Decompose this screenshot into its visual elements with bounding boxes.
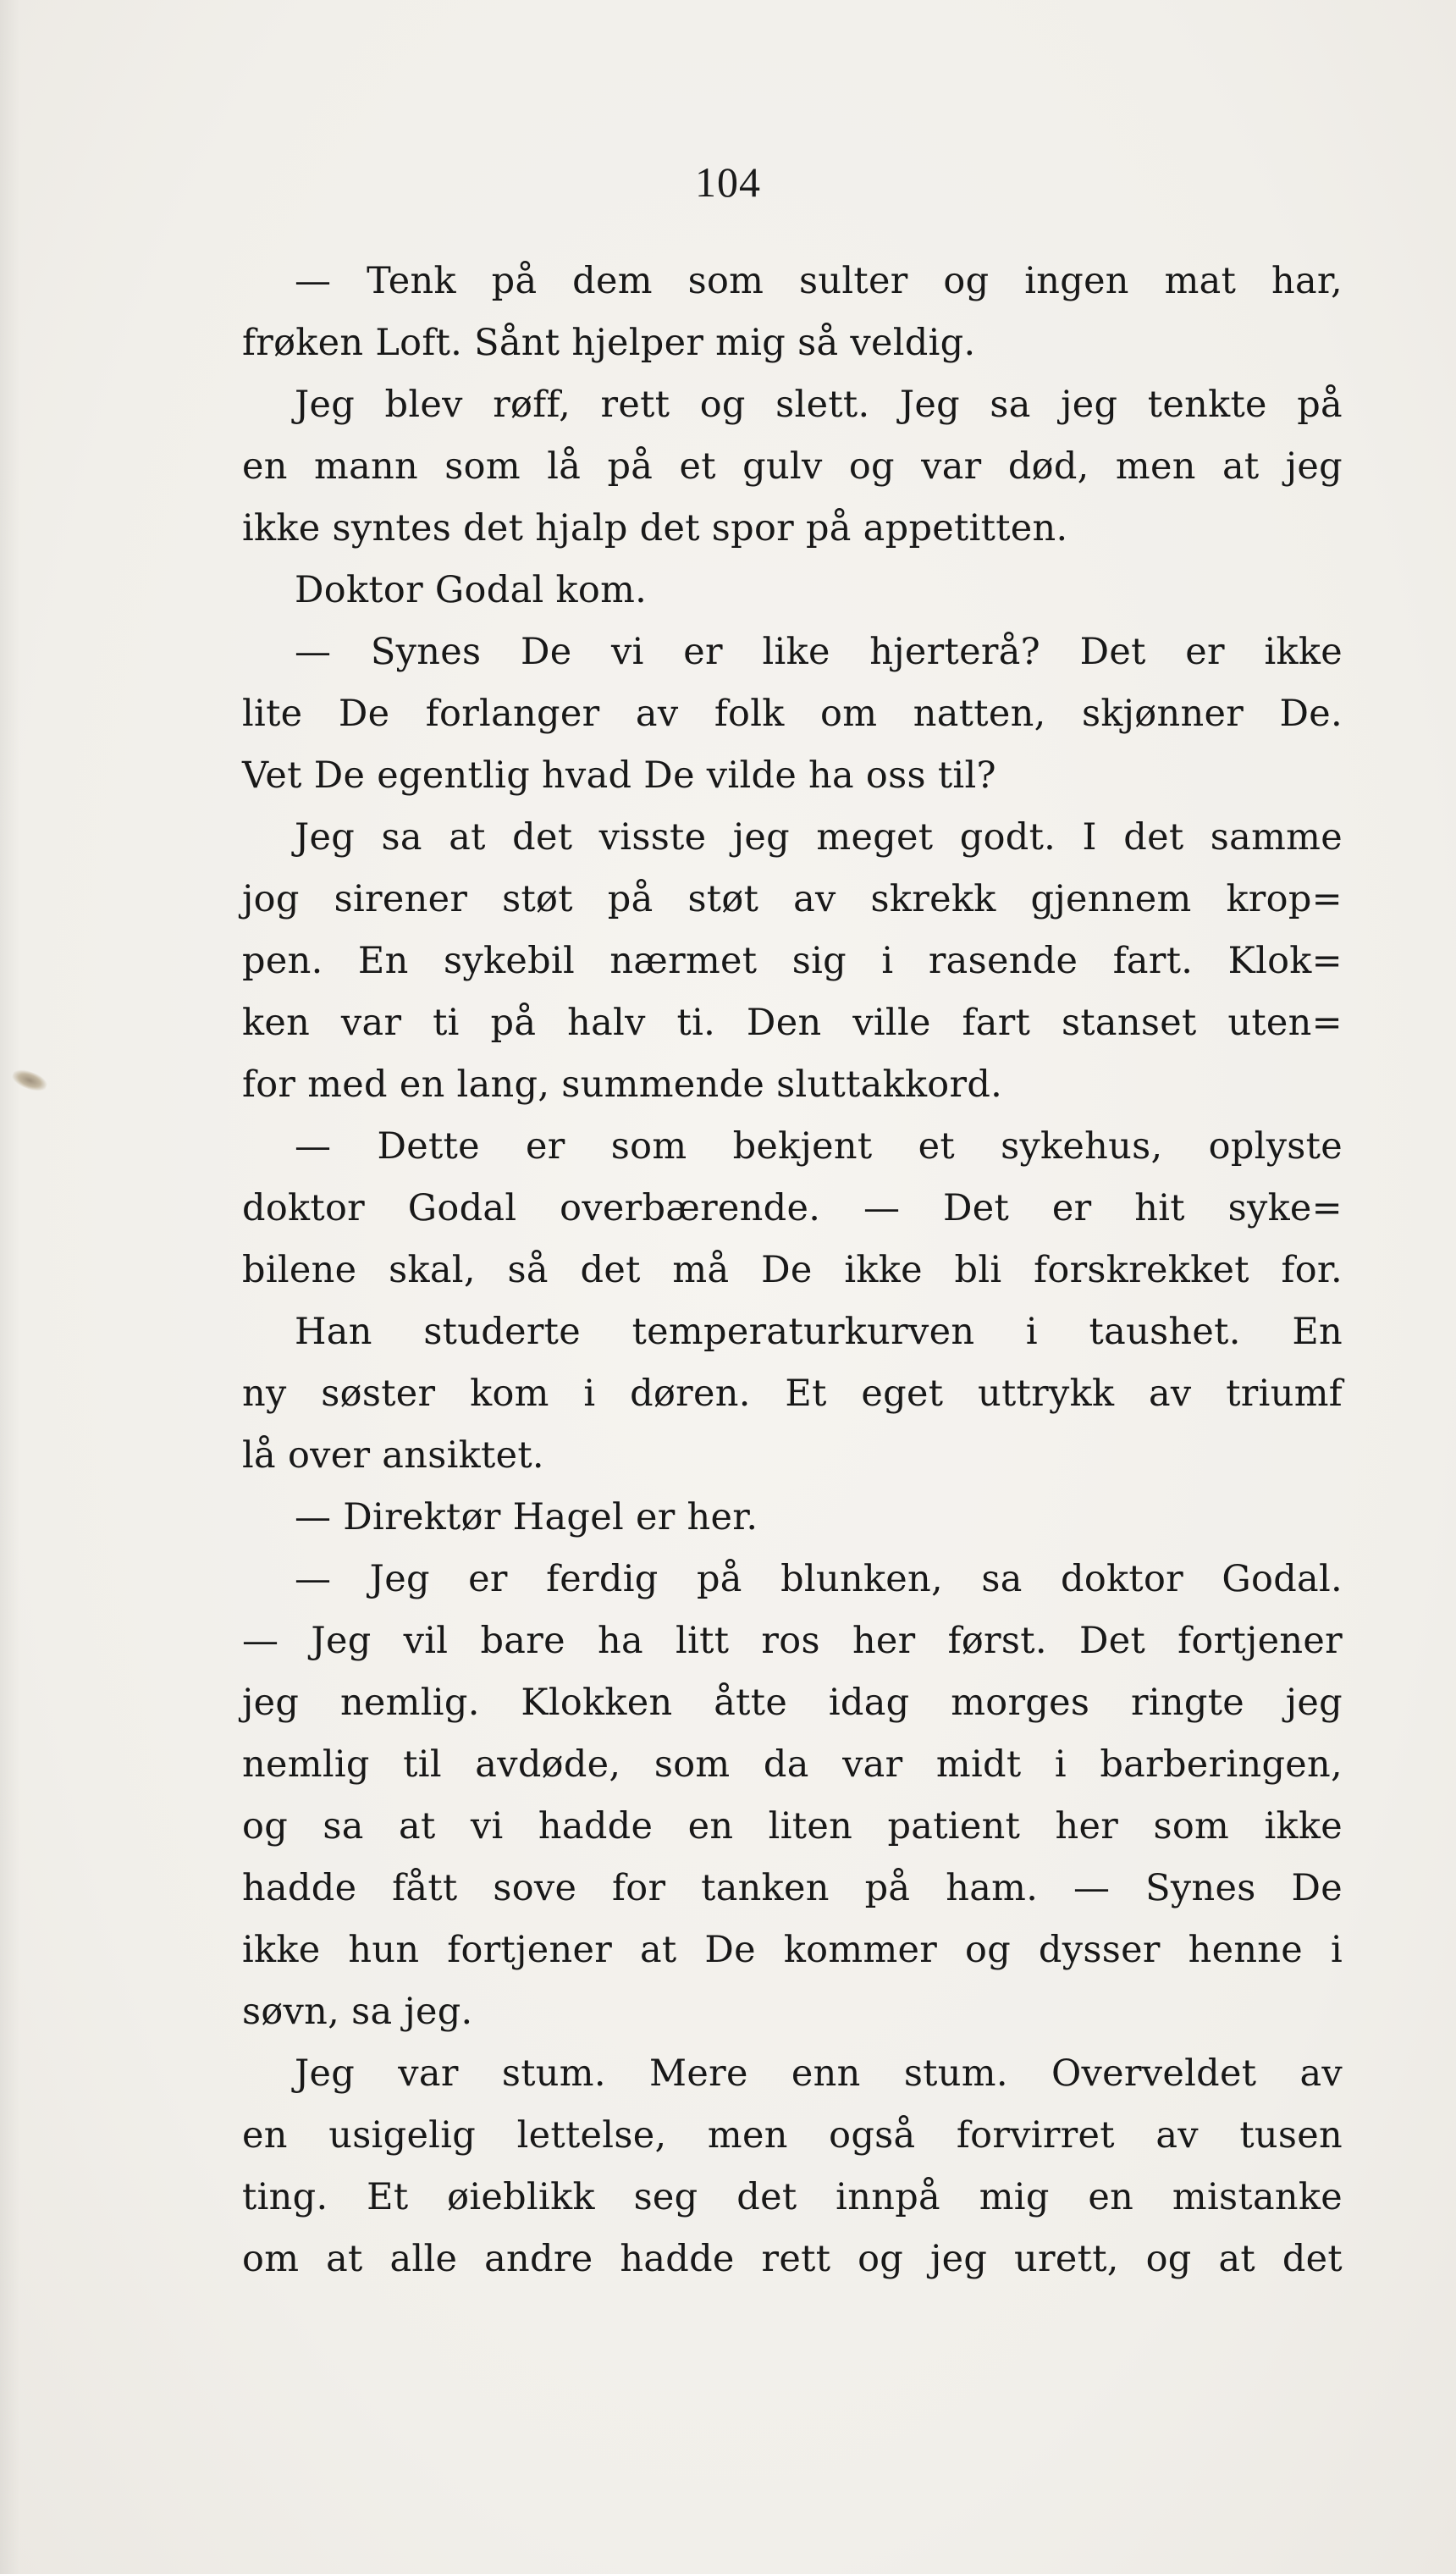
text-line: frøken Loft. Sånt hjelper mig så veldig.	[242, 322, 976, 364]
page-edge-shadow	[0, 0, 20, 2574]
text-line: en usigelig lettelse, men også forvirret av tusen	[242, 2114, 1343, 2157]
text-line: pen. En sykebil nærmet sig i rasende fart. Klok=	[242, 940, 1343, 982]
text-line: Vet De egentlig hvad De vilde ha oss til?	[242, 754, 996, 797]
text-line: lå over ansiktet.	[242, 1434, 544, 1477]
text-line: jeg nemlig. Klokken åtte idag morges ringte jeg	[242, 1682, 1343, 1724]
body-text	[242, 251, 1343, 2290]
text-line: Jeg blev røff, rett og slett. Jeg sa jeg tenkte på	[295, 384, 1343, 426]
text-line: Jeg var stum. Mere enn stum. Overveldet av	[295, 2052, 1343, 2095]
text-line: Doktor Godal kom.	[295, 569, 648, 611]
text-line: — Jeg vil bare ha litt ros her først. Det fortjener	[242, 1620, 1343, 1662]
text-line: — Tenk på dem som sulter og ingen mat har,	[295, 260, 1343, 302]
text-line: ikke hun fortjener at De kommer og dysser henne i	[242, 1929, 1343, 1971]
text-line: — Direktør Hagel er her.	[295, 1496, 758, 1538]
text-line: jog sirener støt på støt av skrekk gjennem krop=	[242, 878, 1343, 920]
text-line: og sa at vi hadde en liten patient her som ikke	[242, 1805, 1343, 1848]
text-line: om at alle andre hadde rett og jeg urett, og at det	[242, 2238, 1343, 2280]
text-line: — Dette er som bekjent et sykehus, oplyste	[295, 1125, 1343, 1168]
text-line: en mann som lå på et gulv og var død, men at jeg	[242, 445, 1343, 488]
text-line: Han studerte temperaturkurven i taushet. En	[295, 1311, 1343, 1353]
text-line: Jeg sa at det visste jeg meget godt. I det samme	[295, 816, 1343, 859]
text-line: — Synes De vi er like hjerterå? Det er ikke	[295, 631, 1343, 673]
page-number: 104	[695, 158, 761, 206]
text-line: søvn, sa jeg.	[242, 1991, 473, 2033]
text-line: ny søster kom i døren. Et eget uttrykk av triumf	[242, 1373, 1343, 1415]
text-line: nemlig til avdøde, som da var midt i barberingen,	[242, 1743, 1343, 1786]
text-line: ken var ti på halv ti. Den ville fart stanset uten=	[242, 1002, 1343, 1044]
text-line: doktor Godal overbærende. — Det er hit syke=	[242, 1187, 1343, 1229]
text-line: hadde fått sove for tanken på ham. — Synes De	[242, 1867, 1343, 1909]
text-line: ting. Et øieblikk seg det innpå mig en mistanke	[242, 2176, 1343, 2218]
text-line: — Jeg er ferdig på blunken, sa doktor Godal.	[295, 1558, 1343, 1600]
text-line: for med en lang, summende sluttakkord.	[242, 1063, 1003, 1106]
text-line: ikke syntes det hjalp det spor på appetitten.	[242, 507, 1068, 550]
text-line: lite De forlanger av folk om natten, skjønner De.	[242, 693, 1343, 735]
text-line: bilene skal, så det må De ikke bli forskrekket for.	[242, 1249, 1343, 1291]
